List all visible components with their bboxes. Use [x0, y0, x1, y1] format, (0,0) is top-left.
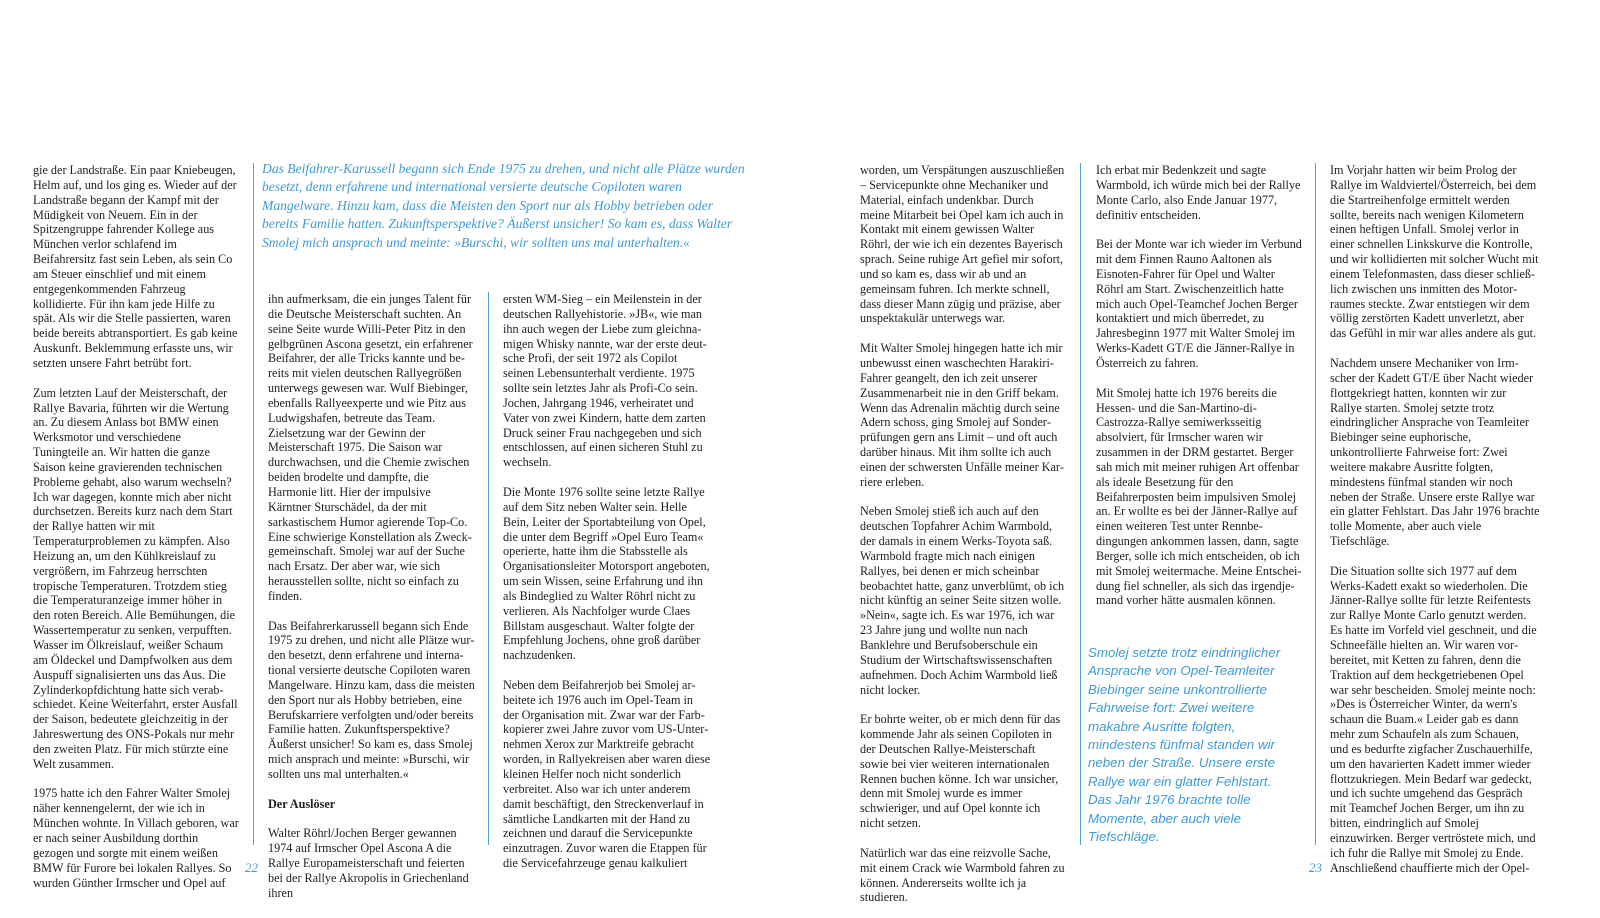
paragraph: 1975 hatte ich den Fahrer Walter Smolej näher kennengelernt, der wie ich in München wohnte. In Villach geboren, war er nach seiner Ausbildung dorthin gezogen und sorgte mit einem weißen BMW für Furore bei lokalen Rallyes. So wurden Günther Irmscher und Opel auf [33, 786, 239, 890]
paragraph: Bei der Monte war ich wieder im Verbund mit dem Finnen Rauno Aaltonen als Eisnoten-Fahrer für Opel und Walter Röhrl am Start. Zwischenzeitlich hatte mich auch Opel-Teamchef Jochen Berger kontaktiert und mich überredet, zu Jahresbeginn 1977 mit Walter Smolej im Werks-Kadett GT/E die Jänner-Rallye in Österreich zu fahren. [1096, 237, 1302, 370]
column-rule [1315, 163, 1316, 845]
page-number: 23 [1309, 860, 1322, 875]
paragraph: Zum letzten Lauf der Meisterschaft, der Rallye Bavaria, führten wir die Wertung an. Zu diesem Anlass bot BMW einen Werksmotor und verschiedene Tuningteile an. Wir hatten die ganze Saison keine gravierenden technischen Probleme gehabt, also warum wechseln? Ich war dagegen, konnte mich aber nicht durchsetzen. Bereits kurz nach dem Start der Rallye hatten wir mit Temperaturproblemen zu kämpfen. Also Heizung an, um den Kühlkreislauf zu vergrößern, im Fahrzeug herrschten tropische Temperaturen. Trotzdem stieg die Temperaturanzeige immer höher in den roten Bereich. Alle Bemühungen, die Wassertemperatur zu senken, verpufften. Wasser im Ölkreislauf, weißer Schaum am Öldeckel und Dampfwolken aus dem Auspuff signalisierten uns das Aus. Die Zylinderkopfdichtung hatte sich verabschiedet. Keine Weiterfahrt, erster Ausfall der Saison, bedeutete gleichzeitig in der Jahreswertung des ONS-Pokals nur mehr den zweiten Platz. Für mich stürzte eine Welt zusammen. [33, 385, 238, 771]
section-heading: Der Auslöser [268, 796, 336, 811]
paragraph: Natürlich war das eine reizvolle Sache, mit einem Crack wie Warmbold fahren zu können. Andererseits wollte ich ja studieren. [860, 845, 1065, 905]
paragraph: worden, um Verspätungen auszuschließen – Servicepunkte ohne Mechaniker und Material, einfach undenkbar. Durch meine Mitarbeit bei Opel kam ich auch in Kontakt mit einem gewissen Walter Röhrl, der wie ich ein dezentes Bayerisch sprach. Seine ruhige Art gefiel mir sofort, und so kam es, dass wir ab und an gemeinsam fuhren. Ich merkte schnell, dass dieser Mann zügig und präzise, aber unspektakulär unterwegs war. [860, 163, 1065, 326]
left-column-1 [33, 163, 239, 890]
paragraph: Mit Smolej hatte ich 1976 bereits die Hessen- und die San-Martino-di-Castrozza-Rallye semiwerksseitig absolviert, für Irmscher waren wir zusammen in der DRM gestartet. Berger sah mich mit meiner ruhigen Art offenbar als ideale Besetzung für den Beifahrerposten beim impulsiven Smolej an. Er wollte es bei der Jänner-Rallye auf einen weiteren Test unter Rennbedingungen ankommen lassen, dann, sagte Berger, solle ich mich entscheiden, ob ich mit Smolej weitermache. Meine Entscheidung fiel schneller, als sich das irgendjemand vorher hätte ausmalen können. [1096, 385, 1302, 608]
left-column-3 [503, 292, 711, 871]
paragraph: Mit Walter Smolej hingegen hatte ich mir unbewusst einen waschechten Harakiri-Fahrer geangelt, den ich zeit unserer Zusammenarbeit nie in den Griff bekam. Wenn das Adrenalin mächtig durch seine Adern schoss, ging Smolej auf Sonderprüfungen gern ans Limit – und oft auch darüber hinaus. Mit ihm sollte ich auch einen der schwersten Unfälle meiner Karriere erleben. [860, 341, 1065, 489]
right-column-3 [1330, 163, 1540, 875]
paragraph: Die Monte 1976 sollte seine letzte Rallye auf dem Sitz neben Walter sein. Helle Bein, Leiter der Sportabteilung von Opel, die unter dem Begriff »Opel Euro Team« operierte, hatte ihm die Stabsstelle als Organisationsleiter Motorsport angeboten, um sein Wissen, seine Erfahrung und ihn als Bindeglied zu Walter Röhrl nicht zu verlieren. Als Nachfolger wurde Claes Billstam ausgeschaut. Walter folgte der Empfehlung Jochens, ohne groß darüber nachzudenken. [503, 484, 710, 663]
column-rule [1080, 163, 1081, 845]
paragraph: Walter Röhrl/Jochen Berger gewannen 1974 auf Irmscher Opel Ascona A die Rallye Europameisterschaft und feierten bei der Rallye Akropolis in Griechenland ihren [268, 826, 469, 900]
paragraph: Er bohrte weiter, ob er mich denn für das kommende Jahr als seinen Copiloten in der Deutschen Rallye-Meisterschaft sowie bei vier weiteren internationalen Rennen buchen könne. Ich war unsicher, denn mit Smolej wurde es immer schwieriger, und auf Opel konnte ich nicht setzen. [860, 712, 1061, 831]
paragraph: ihn aufmerksam, die ein junges Talent für die Deutsche Meisterschaft suchten. An seine Seite wurde Willi-Peter Pitz in den gelbgrünen Ascona gesetzt, ein erfahrener Beifahrer, der alle Tricks kannte und bereits mit vielen deutschen Rallyegrößen unterwegs gewesen war. Wulf Biebinger, ebenfalls Rallyeexperte und wie Pitz aus Ludwigshafen, betreute das Team. Zielsetzung war der Gewinn der Meisterschaft 1975. Die Saison war durchwachsen, und die Chemie zwischen beiden brodelte und dampfte, die Harmonie litt. Hier der impulsive Kärntner Sturschädel, da der mit sarkastischem Humor agierende Top-Co. Eine schwierige Konstellation als Zweckgemeinschaft. Smolej war auf der Suche nach Ersatz. Der aber war, wie sich herausstellen sollte, nicht so einfach zu finden. [268, 292, 473, 603]
paragraph: Neben Smolej stieß ich auch auf den deutschen Topfahrer Achim Warmbold, der damals in einem Werks-Toyota saß. Warmbold fragte mich nach einigen Rallyes, bei denen er mich scheinbar beobachtet hatte, ganz unverblümt, ob ich nicht künftig an seiner Seite sitzen wolle. »Nein«, sagte ich. Es war 1976, ich war 23 Jahre jung und wollte nun nach Banklehre und Berufsoberschule ein Studium der Wirtschaftswissenschaften aufnehmen. Doch Achim Warmbold ließ nicht locker. [860, 504, 1065, 697]
right-column-1 [860, 163, 1066, 905]
pull-quote: Smolej setzte trotz eindringlicher Ansprache von Opel-Teamleiter Biebinger seine unkontrollierte Fahrweise fort: Zwei weitere makabre Ausritte folgten, mindestens fünfmal standen wir neben der Straße. Unsere erste Rallye war ein glatter Fehlstart. Das Jahr 1976 brachte tolle Momente, aber auch viele Tiefschläge. [1088, 645, 1281, 845]
right-column-2 [1096, 163, 1302, 608]
paragraph: gie der Landstraße. Ein paar Kniebeugen, Helm auf, und los ging es. Wieder auf der Landstraße begann der Kampf mit der Müdigkeit von Neuem. Ein in der Spitzengruppe fahrender Kollege aus München verlor schlafend im Beifahrersitz fast sein Leben, als sein Co am Steuer einschlief und mit einem entgegenkommenden Fahrzeug kollidierte. Für ihn kam jede Hilfe zu spät. Als wir die Stelle passierten, waren beide bereits abtransportiert. Es gab keine Auskunft. Beklemmung erfasste uns, wir setzten unsere Fahrt betrübt fort. [33, 163, 238, 370]
column-rule [253, 163, 254, 845]
left-column-2 [268, 292, 475, 900]
paragraph: Die Situation sollte sich 1977 auf dem Werks-Kadett exakt so wiederholen. Die Jänner-Rallye sollte für letzte Reifentests zur Rallye Monte Carlo genutzt werden. Es hatte im Vorfeld viel geschneit, und die Schneefälle hielten an. Wir waren vorbereitet, mit Ketten zu fahren, denn die Traktion auf dem heckgetriebenen Opel war sehr bescheiden. Smolej meinte noch: »Des is Österreicher Winter, da wern's schaun die Buam.« Leider gab es dann mehr zum Schaufeln als zum Schauen, und es bedurfte zigfacher Zuschauerhilfe, um den havarierten Kadett immer wieder flottzukriegen. Mein Bedarf war gedeckt, und ich suchte umgehend das Gespräch mit Teamchef Jochen Berger, um ihn zu bitten, eindringlich auf Smolej einzuwirken. Berger vertröstete mich, und ich fuhr die Rallye mit Smolej zu Ende. Anschließend chauffierte mich der Opel- [1330, 563, 1537, 875]
paragraph: Das Beifahrerkarussell begann sich Ende 1975 zu drehen, und nicht alle Plätze wurden besetzt, denn erfahrene und international versierte deutsche Copiloten waren Mangelware. Hinzu kam, dass die meisten den Sport nur als Hobby betrieben, eine Berufskarriere verfolgten und/oder bereits Familie hatten. Zukunftsperspektive? Äußerst unsicher! So kam es, dass Smolej mich ansprach und meinte: »Burschi, wir sollten uns mal unterhalten.« [268, 618, 475, 781]
paragraph: Neben dem Beifahrerjob bei Smolej arbeitete ich 1976 auch im Opel-Team in der Organisation mit. Zwar war der Farbkopierer zwei Jahre zuvor vom US-Unternehmen Xerox zur Marktreife gebracht worden, in Rallyekreisen aber waren diese kleinen Helfer noch nicht sonderlich verbreitet. Also war ich unter anderem damit beschäftigt, den Streckenverlauf in sämtliche Landkarten mit der Hand zu zeichnen und darauf die Servicepunkte einzutragen. Zuvor waren die Etappen für die Servicefahrzeuge genau kalkuliert [503, 677, 711, 871]
paragraph: Nachdem unsere Mechaniker von Irmscher der Kadett GT/E über Nacht wieder flottgekriegt hatten, konnten wir zur Rallye starten. Smolej setzte trotz eindringlicher Ansprache von Teamleiter Biebinger seine euphorische, unkontrollierte Fahrweise fort: Zwei weitere makabre Ausritte folgten, mindestens fünfmal standen wir noch neben der Straße. Unsere erste Rallye war ein glatter Fehlstart. Das Jahr 1976 brachte tolle Momente, aber auch viele Tiefschläge. [1330, 355, 1540, 549]
column-rule [488, 292, 489, 845]
paragraph: Im Vorjahr hatten wir beim Prolog der Rallye im Waldviertel/Österreich, bei dem die Startreihenfolge ermittelt werden sollte, bereits nach wenigen Kilometern einen heftigen Unfall. Smolej verlor in einer schnellen Linkskurve die Kontrolle, und wir kollidierten mit solcher Wucht mit einem Telefonmasten, dass dieser schließlich zwischen uns inmitten des Motorraumes steckte. Zwar entstiegen wir dem völlig zerstörten Kadett unverletzt, aber das Gefühl in mir war alles andere als gut. [1330, 163, 1539, 341]
pull-quote: Das Beifahrer-Karussell begann sich Ende 1975 zu drehen, und nicht alle Plätze wurden besetzt, denn erfahrene und international versierte deutsche Copiloten waren Mangelware. Hinzu kam, dass die Meisten den Sport nur als Hobby betrieben oder bereits Familie hatten. Zukunftsperspektive? Äußerst unsicher! So kam es, dass Walter Smolej mich ansprach und meinte: »Burschi, wir sollten uns mal unterhalten.« [262, 161, 745, 250]
page-number: 22 [245, 860, 258, 875]
paragraph: ersten WM-Sieg – ein Meilenstein in der deutschen Rallyehistorie. »JB«, wie man ihn auch wegen der Liebe zum gleichnamigen Whisky nannte, war der erste deutsche Profi, der seit 1972 als Copilot seinen Lebensunterhalt verdiente. 1975 sollte sein letztes Jahr als Profi-Co sein. Jochen, Jahrgang 1946, verheiratet und Vater von zwei Kindern, hatte dem zarten Druck seiner Frau nachgegeben und sich entschlossen, auf einen sicheren Stuhl zu wechseln. [503, 292, 707, 470]
right-page [800, 0, 1600, 918]
paragraph: Ich erbat mir Bedenkzeit und sagte Warmbold, ich würde mich bei der Rallye Monte Carlo, also Ende Januar 1977, definitiv entscheiden. [1096, 163, 1301, 222]
